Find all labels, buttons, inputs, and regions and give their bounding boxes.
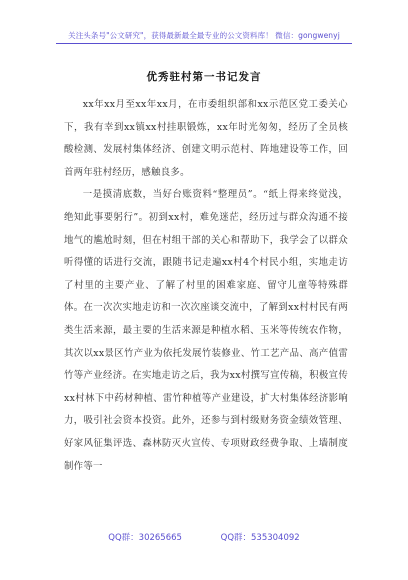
footer xyxy=(0,531,408,543)
document-body xyxy=(64,94,348,478)
header-divider xyxy=(56,43,352,44)
header-banner: 关注头条号"公文研究"，获得最新最全最专业的公文资料库！ 微信：gongwenyj xyxy=(68,31,340,40)
paragraph-first-point: 一是摸清底数，当好台账资料“整理员”。“纸上得来终觉浅，绝知此事要躬行”。初到xx村，难免迷茫，经历过与群众沟通不接地气的尴尬时刻，但在村组干部的关心和帮助下，我学会了以群众听得懂的话进行交流，跟随书记走遍xx村4个村民小组，实地走访了村里的主要产业、了解了村里的困难家庭、留守儿童等特殊群体。在一次次实地走访和一次次座谈交流中，了解到xx村村民有两类生活来源，最主要的生活来源是种植水稻、玉米等传统农作物，其次以xx景区竹产业为依托发展竹装修业、竹工艺产品、高产值雷竹等产业经济。在实地走访之后，我为xx村撰写宣传稿，积极宣传xx村林下中药材种植、雷竹种植等产业建设，扩大村集体经济影响力，吸引社会资本投资。此外，还参与到村级财务资金绩效管理、好家风征集评选、森林防灭火宣传、专项财政经费争取、上墙制度制作等一 xyxy=(64,189,348,472)
document-title: 优秀驻村第一书记发言 xyxy=(146,71,262,83)
footer-qq-group-1: QQ群：30265665 xyxy=(108,533,182,543)
footer-qq-group-2: QQ群：535304092 xyxy=(220,533,300,543)
paragraph-intro: xx年xx月至xx年xx月，在市委组织部和xx示范区党工委关心下，我有幸到xx镇xx村挂职锻炼，xx年时光匆匆，经历了全员核酸检测、发展村集体经济、创建文明示范村、阵地建设等工作，回首两年驻村经历，感触良多。 xyxy=(64,99,348,178)
